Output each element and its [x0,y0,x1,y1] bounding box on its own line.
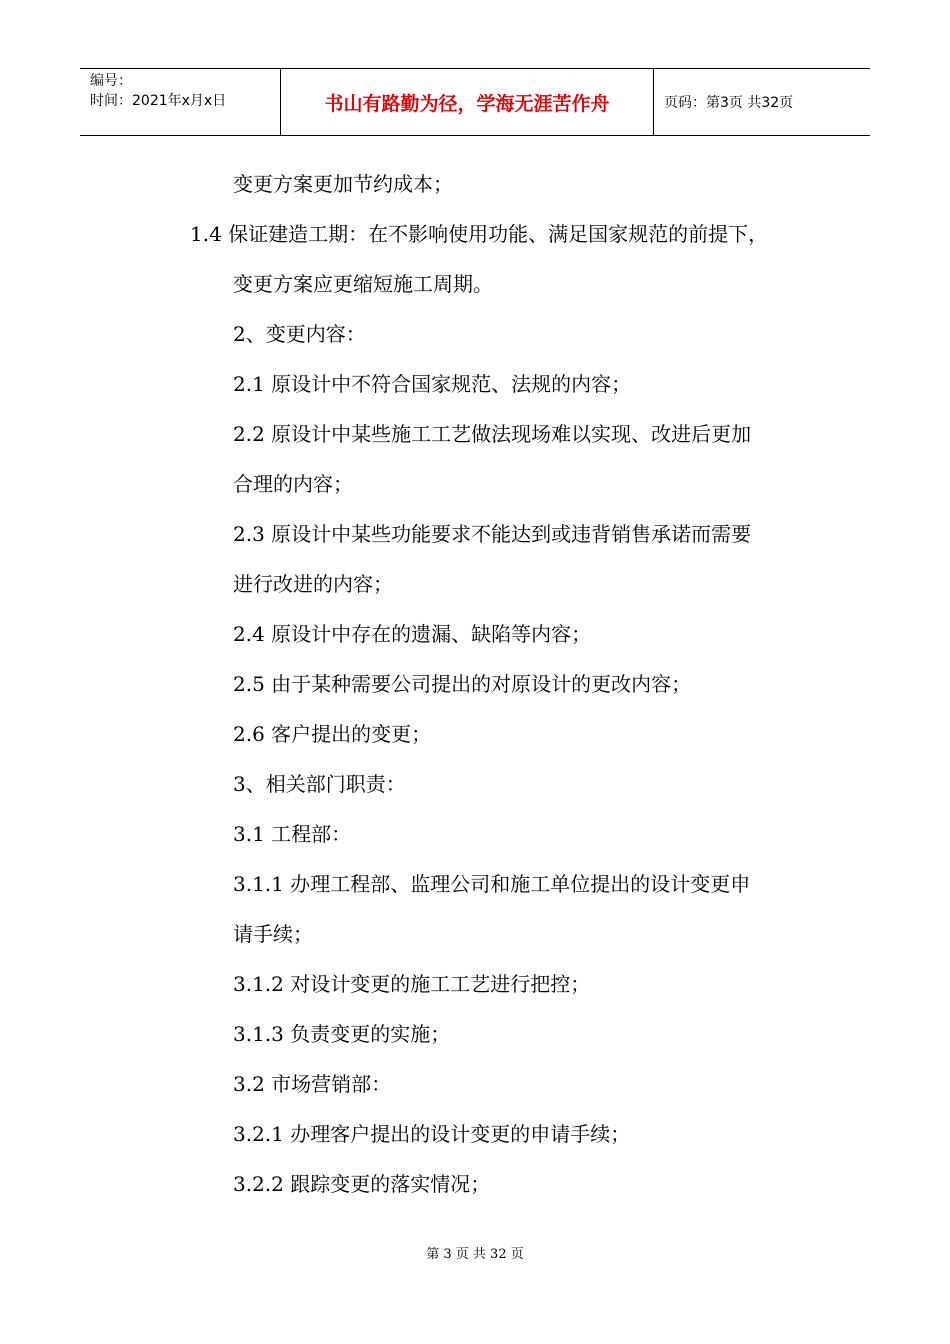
document-header [80,68,870,136]
body-line: 变更方案应更缩短施工周期。 [233,272,493,296]
body-line: 请手续； [233,922,313,946]
body-line: 3.1.2 对设计变更的施工工艺进行把控； [233,972,591,996]
body-line: 进行改进的内容； [233,572,393,596]
body-line: 1.4 保证建造工期：在不影响使用功能、满足国家规范的前提下， [190,222,769,246]
header-motto: 书山有路勤为径，学海无涯苦作舟 [281,69,654,135]
body-line: 2.5 由于某种需要公司提出的对原设计的更改内容； [233,672,692,696]
page-footer: 第 3 页 共 32 页 [426,1247,524,1262]
body-line: 2、变更内容： [233,322,366,346]
body-line: 2.2 原设计中某些施工工艺做法现场难以实现、改进后更加 [233,422,752,446]
body-line: 3.1.3 负责变更的实施； [233,1022,451,1046]
number-label: 编号： [90,73,132,89]
body-line: 2.4 原设计中存在的遗漏、缺陷等内容； [233,622,592,646]
body-line: 3.1.1 办理工程部、监理公司和施工单位提出的设计变更申 [233,872,751,896]
time-label: 时间：2021年x月x日 [90,93,227,109]
body-line: 3.2.1 办理客户提出的设计变更的申请手续； [233,1122,631,1146]
body-line: 3、相关部门职责： [233,772,406,796]
body-line: 3.2 市场营销部： [233,1072,392,1096]
header-meta [80,69,281,135]
body-line: 合理的内容； [233,472,353,496]
body-line: 3.2.2 跟踪变更的落实情况； [233,1172,491,1196]
header-page-info: 页码：第3页 共32页 [664,95,794,111]
body-line: 2.3 原设计中某些功能要求不能达到或违背销售承诺而需要 [233,522,752,546]
body-line: 3.1 工程部： [233,822,352,846]
body-line: 2.1 原设计中不符合国家规范、法规的内容； [233,372,632,396]
body-line: 2.6 客户提出的变更； [233,722,432,746]
body-line: 变更方案更加节约成本； [233,172,453,196]
